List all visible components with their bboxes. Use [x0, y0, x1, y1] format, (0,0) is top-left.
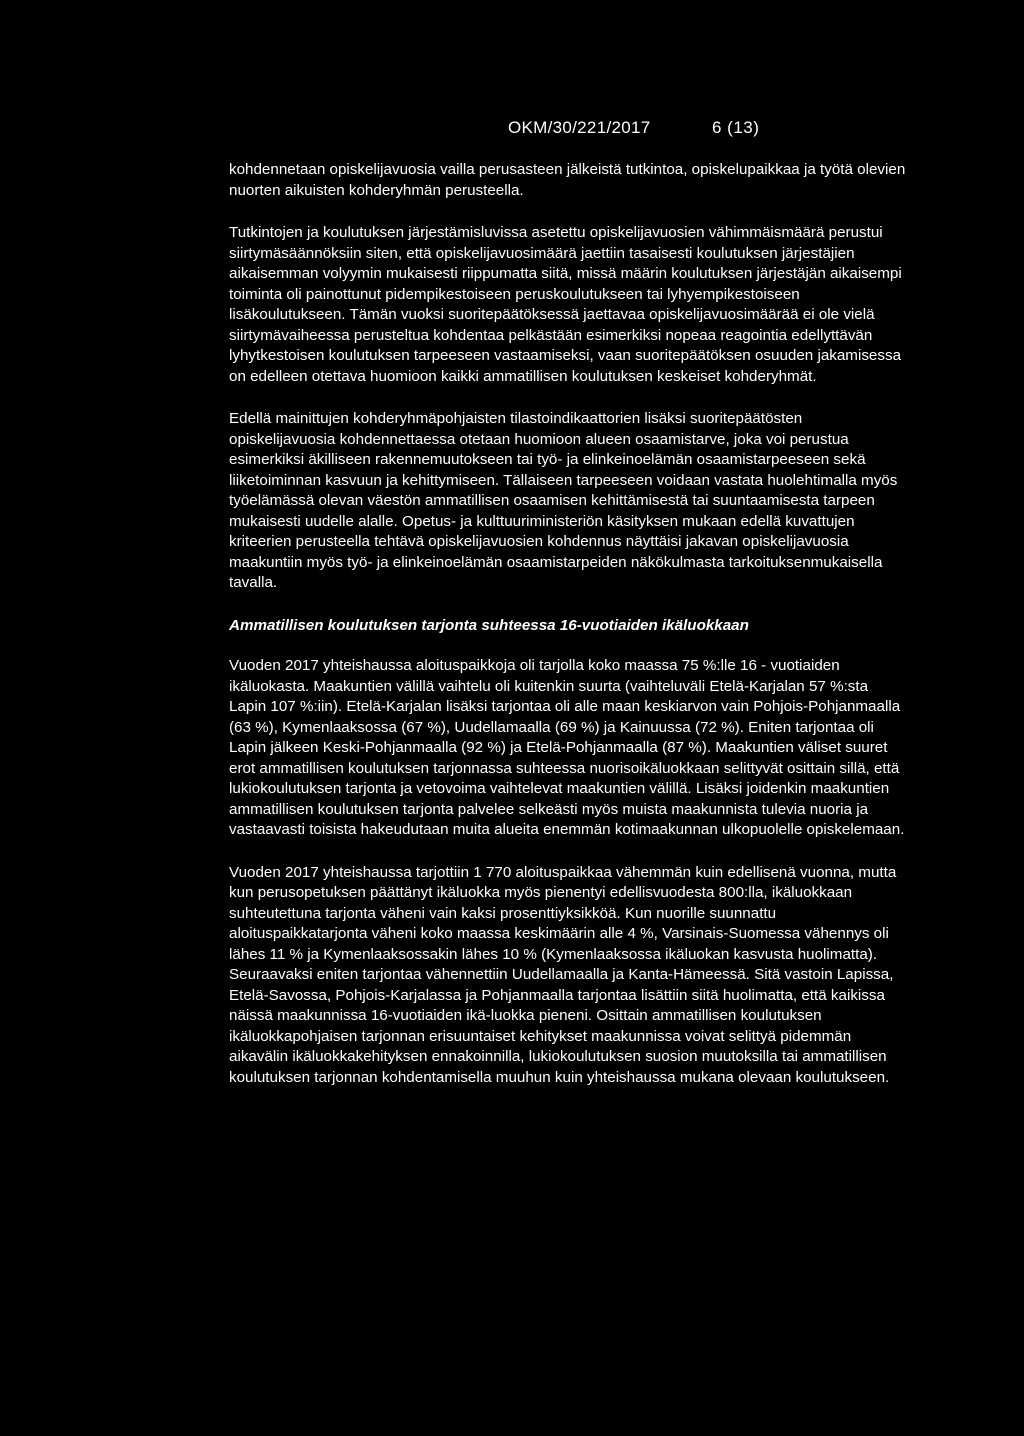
document-id: OKM/30/221/2017: [508, 118, 651, 137]
page-number: 6 (13): [712, 118, 760, 137]
paragraph-3: Edellä mainittujen kohderyhmäpohjaisten tilastoindikaattorien lisäksi suoritepäätösten opiskelijavuosia kohdennettaessa otetaan huomioon alueen osaamistarve, joka voi perustua esimerkiksi äkilliseen rakennemuutokseen tai työ- ja elinkeinoelämän osaamistarpeeseen sekä liiketoiminnan kasvuun ja kehittymiseen. Tällaiseen tarpeeseen voidaan vastata huolehtimalla myös työelämässä olevan väestön ammatillisen osaamisen kehittämisestä tai suuntaamisesta tarpeen mukaisesti uudelle alalle. Opetus- ja kulttuuriministeriön käsityksen mukaan edellä kuvattujen kriteerien perusteella tehtävä opiskelijavuosien kohdennus näyttäisi jakavan opiskelijavuosia maakuntiin myös työ- ja elinkeinoelämän osaamistarpeiden näkökulmasta tarkoituksenmukaisella tavalla.: [229, 410, 898, 591]
paragraph-4: Vuoden 2017 yhteishaussa aloituspaikkoja oli tarjolla koko maassa 75 %:lle 16 - vuotiaiden ikäluokasta. Maakuntien välillä vaihtelu oli kuitenkin suurta (vaihteluväli Etelä-Karjalan 57 %:sta Lapin 107 %:iin). Etelä-Karjalan lisäksi tarjontaa oli alle maan keskiarvon vain Pohjois-Pohjanmaalla (63 %), Kymenlaaksossa (67 %), Uudellamaalla (69 %) ja Kainuussa (72 %). Eniten tarjontaa oli Lapin jälkeen Keski-Pohjanmaalla (92 %) ja Etelä-Pohjanmaalla (87 %). Maakuntien väliset suuret erot ammatillisen koulutuksen tarjonnassa suhteessa nuorisoikäluokkaan selittyvät osittain sillä, että lukiokoulutuksen tarjonta ja vetovoima vaihtelevat maakuntien välillä. Lisäksi joidenkin maakuntien ammatillisen koulutuksen tarjonta palvelee selkeästi myös muista maakunnista tulevia nuoria ja vastaavasti toisista hakeudutaan muita alueita enemmän kotimaakunnan ulkopuolelle opiskelemaan.: [229, 657, 905, 838]
page-header: [0, 118, 1024, 140]
paragraph-2: Tutkintojen ja koulutuksen järjestämisluvissa asetettu opiskelijavuosien vähimmäismäärä perustui siirtymäsäännöksiin siten, että opiskelijavuosimäärä jaettiin tasaisesti koulutuksen järjestäjien aikaisemman volyymin mukaisesti riippumatta siitä, missä määrin koulutuksen järjestäjän aikaisempi toiminta oli painottunut pidempikestoiseen peruskoulutukseen tai lyhyempikestoiseen lisäkoulutukseen. Tämän vuoksi suoritepäätöksessä jaettavaa opiskelijavuosimäärää ei ole vielä siirtymävaiheessa perusteltua kohdentaa pelkästään esimerkiksi nopeaa reagointia edellyttävän lyhytkestoisen koulutuksen tarpeeseen vastaamiseksi, vaan suoritepäätöksen osuuden jakamisessa on edelleen otettava huomioon kaikki ammatillisen koulutuksen keskeiset kohderyhmät.: [229, 224, 902, 385]
section-heading: Ammatillisen koulutuksen tarjonta suhteessa 16-vuotiaiden ikäluokkaan: [229, 616, 749, 634]
paragraph-1: kohdennetaan opiskelijavuosia vailla perusasteen jälkeistä tutkintoa, opiskelupaikkaa ja työtä olevien nuorten aikuisten kohderyhmän perusteella.: [229, 161, 906, 199]
paragraph-5: Vuoden 2017 yhteishaussa tarjottiin 1 770 aloituspaikkaa vähemmän kuin edellisenä vuonna, mutta kun perusopetuksen päättänyt ikäluokka myös pienentyi edellisvuodesta 800:lla, ikäluokkaan suhteutettuna tarjonta väheni vain kaksi prosenttiyksikköä. Kun nuorille suunnattu aloituspaikkatarjonta väheni koko maassa keskimäärin alle 4 %, Varsinais-Suomessa vähennys oli lähes 11 % ja Kymenlaaksossakin lähes 10 % (Kymenlaaksossa ikäluokan kasvusta huolimatta). Seuraavaksi eniten tarjontaa vähennettiin Uudellamaalla ja Kanta-Hämeessä. Sitä vastoin Lapissa, Etelä-Savossa, Pohjois-Karjalassa ja Pohjanmaalla tarjontaa lisättiin siitä huolimatta, että kaikissa näissä maakunnissa 16-vuotiaiden ikä-luokka pieneni. Osittain ammatillisen koulutuksen ikäluokkapohjaisen tarjonnan erisuuntaiset kehitykset maakunnissa voivat selittyä pidemmän aikavälin ikäluokkakehityksen ennakoinnilla, lukiokoulutuksen suosion muutoksilla tai ammatillisen koulutuksen tarjonnan kohdentamisella muuhun kuin yhteishaussa mukana olevaan koulutukseen.: [229, 863, 897, 1086]
document-body: [229, 160, 909, 1110]
